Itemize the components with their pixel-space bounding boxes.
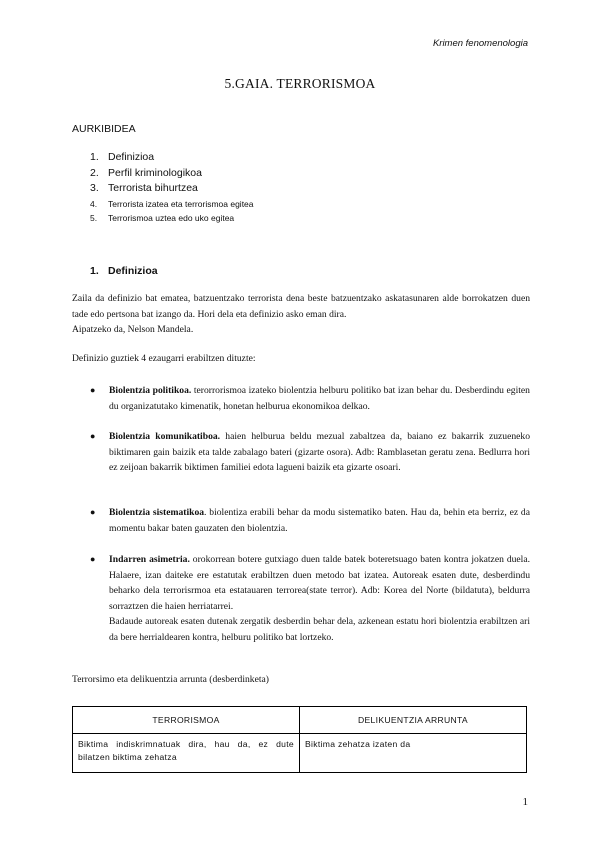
features-intro: Definizio guztiek 4 ezaugarri erabiltzen dituzte: — [72, 353, 256, 364]
toc-item-number: 2. — [90, 166, 99, 179]
feature-term: Biolentzia sistematikoa — [109, 507, 205, 518]
table-caption: Terrorsimo eta delikuentzia arrunta (desberdinketa) — [72, 674, 269, 685]
toc-item-label: Definizioa — [108, 151, 155, 163]
list-item — [90, 429, 530, 476]
list-item — [90, 505, 530, 536]
table-cell: Biktima indiskrimnatuak dira, hau da, ez dute bilatzen biktima zehatza — [73, 734, 300, 773]
bullet-icon: ● — [90, 507, 96, 517]
feature-text: terorrorismoa izateko biolentzia helburu politiko bat izan behar du. Desberdindu egiten du organizatutako kimenatik, honetan helburua ekonomikoa delkao. — [109, 385, 530, 412]
features-list — [90, 505, 530, 536]
feature-text: haien helburua beldu mezual zabaltzea da, baiano ez bakarrik zuzueneko biktimaren gain baizik eta talde zabalago bateri (gizarte osora). Adb: Ramblasetan geratu zena. Bedlurra hori ez zeijoan bakarrik biktimen familiei edota lagueni baizik eta gizarte osoari. — [109, 431, 530, 473]
toc-item-label: Terrorista izatea eta terrorismoa egitea — [108, 198, 254, 209]
toc-item-number: 4. — [90, 198, 98, 209]
feature-text: . biolentiza erabili behar da modu sistematiko baten. Hau da, behin eta berriz, ez da momentu bakar baten gauzaten den biolentzia. — [109, 507, 530, 534]
toc-item — [90, 166, 254, 182]
table-header-row — [73, 707, 527, 734]
page-number: 1 — [522, 796, 528, 808]
toc-heading: AURKIBIDEA — [72, 123, 136, 135]
list-item — [90, 552, 530, 645]
features-list — [90, 429, 530, 476]
section-number: 1. — [90, 265, 99, 277]
toc-item — [90, 181, 254, 197]
intro-note: Aipatzeko da, Nelson Mandela. — [72, 324, 194, 335]
section-title: Definizioa — [108, 265, 158, 277]
bullet-icon: ● — [90, 554, 96, 564]
toc-item — [90, 150, 254, 166]
toc-item — [90, 211, 254, 225]
toc-item-number: 1. — [90, 151, 99, 163]
feature-term: Biolentzia politikoa. — [109, 385, 192, 396]
toc-item — [90, 197, 254, 211]
toc-item-number: 3. — [90, 182, 99, 194]
toc-item-label: Perfil kriminologikoa — [108, 166, 202, 179]
section-heading — [90, 265, 158, 277]
intro-text: Zaila da definizio bat ematea, batzuentzako terrorista dena beste batzuentzako askatasunaren alde borrokatzen duen tade edo pertsona bat izango da. Hori dela eta definizio asko eman dira. — [72, 293, 530, 320]
features-list — [90, 383, 530, 414]
comparison-table — [72, 706, 527, 773]
column-header: TERRORISMOA — [73, 707, 300, 734]
features-list — [90, 552, 530, 645]
toc-item-number: 5. — [90, 212, 98, 223]
table-of-contents — [90, 150, 254, 225]
page-title: 5.GAIA. TERRORISMOA — [224, 76, 376, 91]
toc-item-label: Terrorismoa uztea edo uko egitea — [108, 212, 235, 223]
intro-paragraph — [72, 291, 530, 338]
feature-text: orokorrean botere gutxiago duen talde batek boteretsuago baten kontra jokatzen duela. Halaere, izan daiteke ere estatutak erabiltzen duen metodo bat izatea. Autoreak esaten dute, desberdindu beharko dela terrorisrmoa eta estatauaren terrorea(state terror). Adb: Korea del Norte (bildatuta), beldurra sorraztzen die haien herriatarrei. — [109, 554, 530, 612]
feature-term: Biolentzia komunikatiboa. — [109, 431, 221, 442]
bullet-icon: ● — [90, 431, 96, 441]
bullet-icon: ● — [90, 385, 96, 395]
feature-extra-text: Badaude autoreak esaten dutenak zergatik desberdin behar dela, azkenean estatu hori biolentzia erabiltzen ari da bere herrialdearen kontra, helburu politiko bat lortzeko. — [109, 616, 530, 643]
feature-term: Indarren asimetria. — [109, 554, 190, 565]
toc-item-label: Terrorista bihurtzea — [108, 182, 198, 194]
table-row — [73, 734, 527, 773]
table-cell: Biktima zehatza izaten da — [300, 734, 527, 773]
running-header: Krimen fenomenologia — [432, 38, 528, 49]
column-header: DELIKUENTZIA ARRUNTA — [300, 707, 527, 734]
list-item — [90, 383, 530, 414]
